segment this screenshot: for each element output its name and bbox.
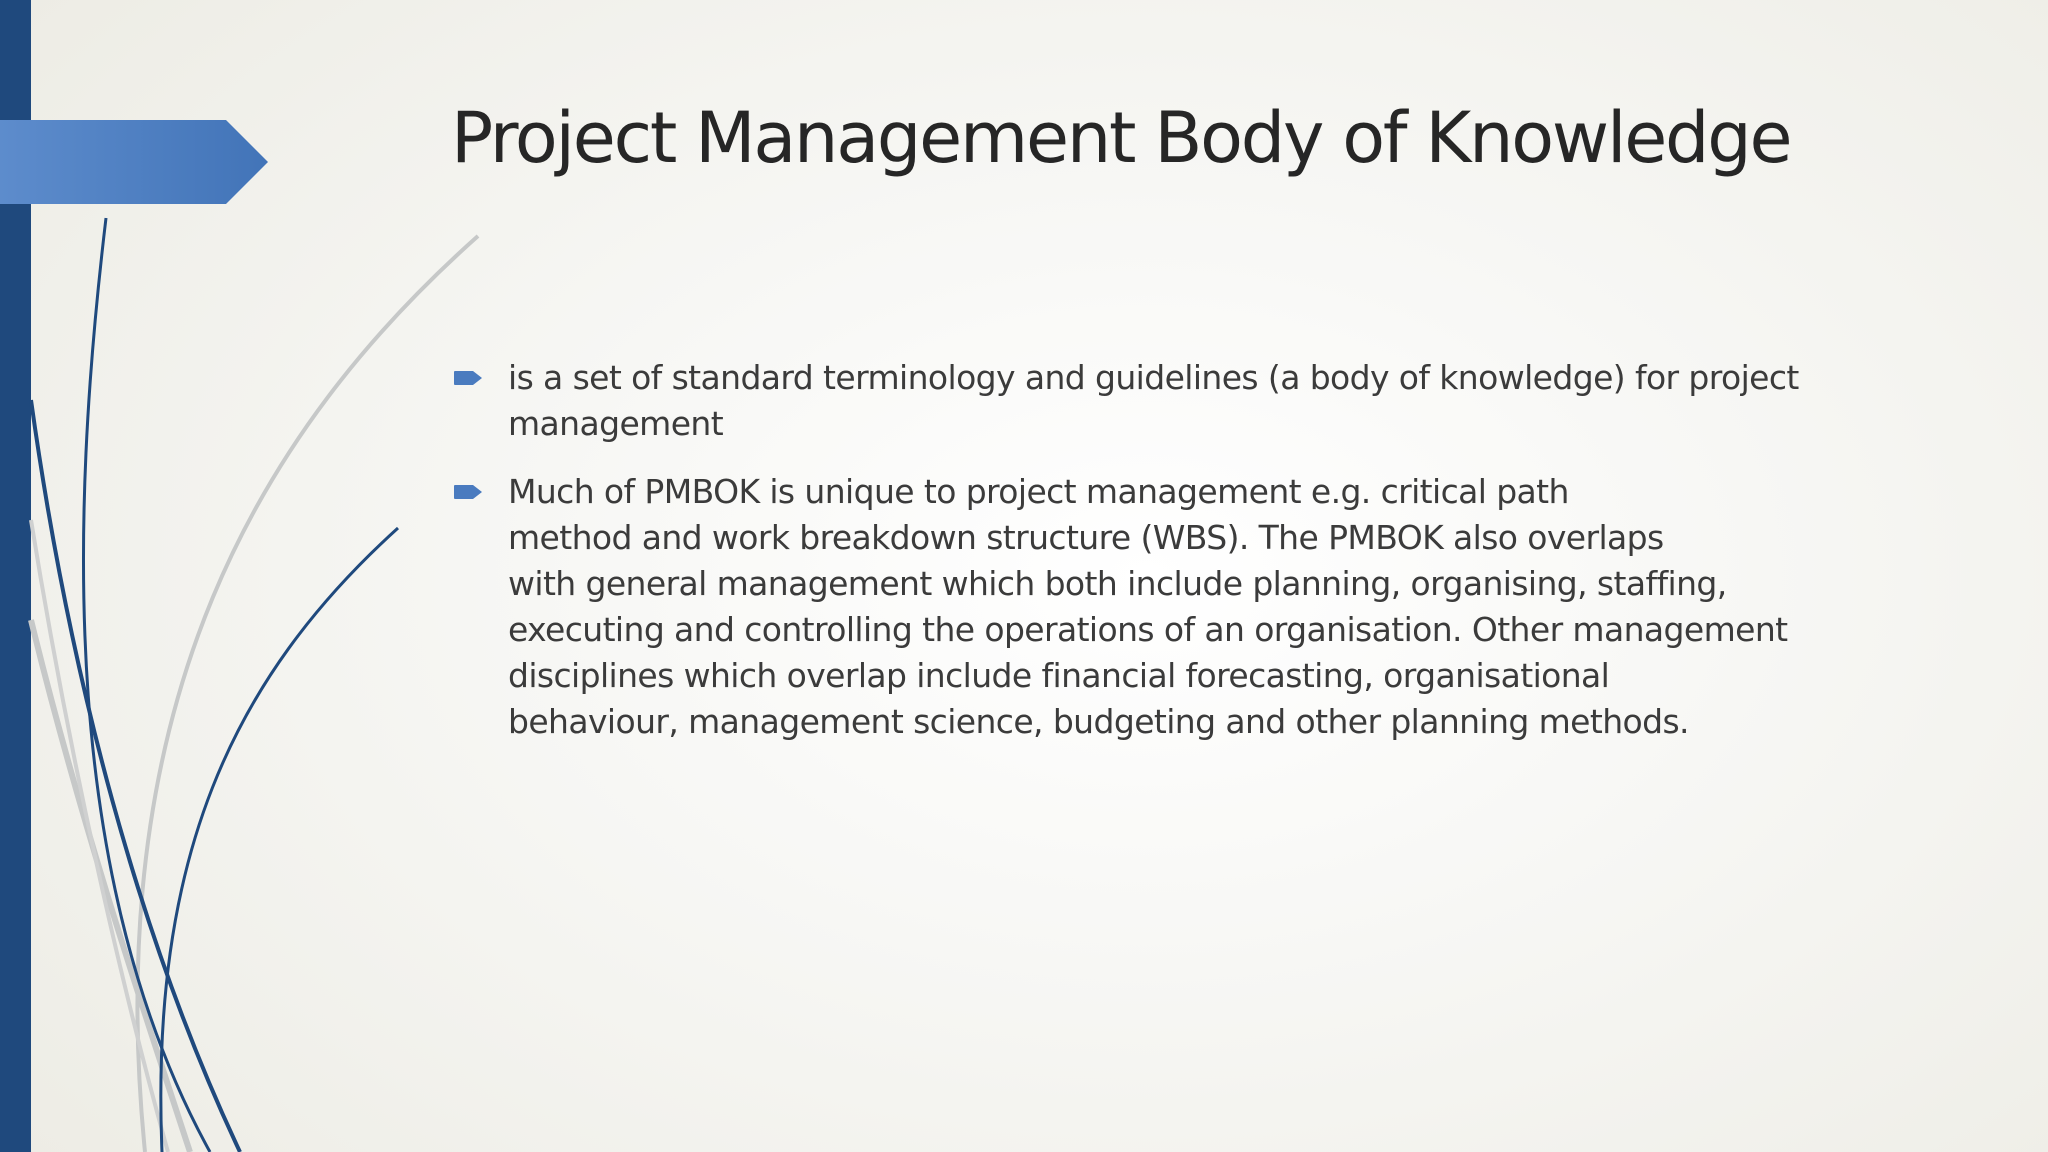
- arrow-bullet-icon: [453, 484, 483, 500]
- title-arrow-shape: [0, 120, 268, 204]
- decorative-curve-blue-3: [31, 400, 240, 1152]
- decorative-curve-blue-2: [161, 528, 398, 1152]
- slide-title: Project Management Body of Knowledge: [451, 97, 1791, 179]
- bullet-text: Much of PMBOK is unique to project management e.g. critical path method and work breakdown structure (WBS). The PMBOK also overlaps with general management which both include planning, organising, staffing, executing and controlling the operations of an organisation. Other management disciplines which overlap include financial forecasting, organisational behaviour, management science, budgeting and other planning methods.: [508, 472, 1788, 741]
- decorative-curve-grey-2: [31, 620, 190, 1152]
- bullet-list: [450, 355, 1910, 767]
- bullet-text: is a set of standard terminology and guidelines (a body of knowledge) for project management: [508, 358, 1799, 443]
- bullet-item: [450, 469, 1910, 745]
- decorative-curve-grey-1: [137, 236, 478, 1152]
- bullet-item: [450, 355, 1910, 447]
- arrow-bullet-icon: [453, 370, 483, 386]
